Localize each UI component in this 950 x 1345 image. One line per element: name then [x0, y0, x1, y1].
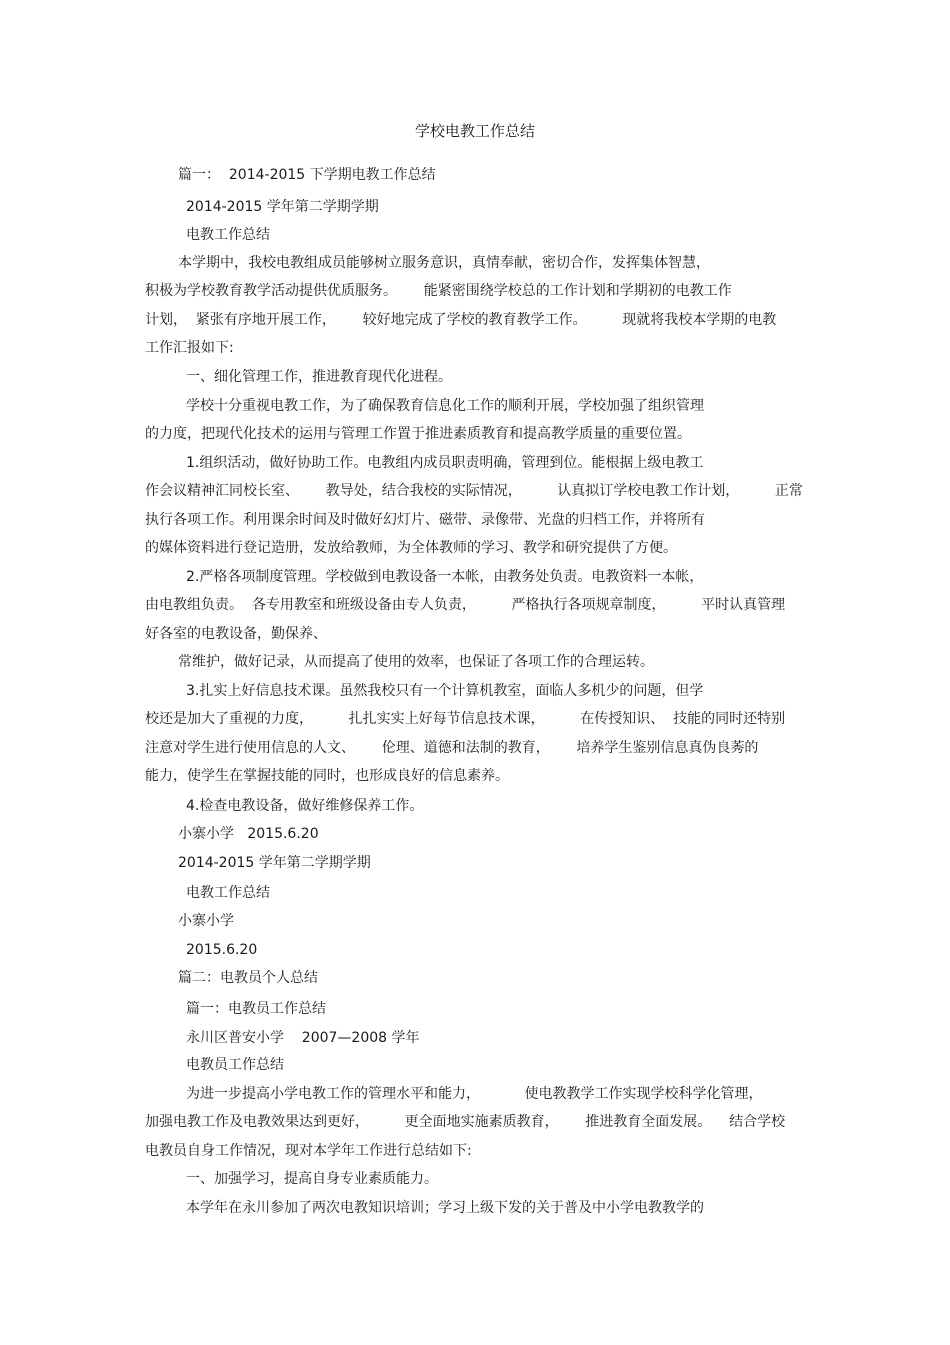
paragraph-line: 的力度，把现代化技术的运用与管理工作置于推进素质教育和提高教学质量的重要位置。	[145, 426, 691, 442]
paragraph-line: 3.扎实上好信息技术课。虽然我校只有一个计算机教室，面临人多机少的问题，但学	[186, 683, 704, 699]
signature-line: 小寨小学	[178, 913, 234, 929]
paragraph-line: 电教员自身工作情况，现对本学年工作进行总结如下:	[145, 1143, 472, 1159]
sub-heading: 篇一：电教员工作总结	[186, 1001, 326, 1017]
document-title: 学校电教工作总结	[414, 122, 535, 140]
paragraph-line: 加强电教工作及电教效果达到更好， 更全面地实施素质教育， 推进教育全面发展。 结合学校	[145, 1114, 786, 1130]
paragraph-line: 为进一步提高小学电教工作的管理水平和能力， 使电教教学工作实现学校科学化管理，	[186, 1086, 763, 1102]
paragraph-line: 校还是加大了重视的力度， 扎扎实实上好每节信息技术课， 在传授知识、 技能的同时还特别	[145, 711, 786, 727]
paragraph-line: 本学期中，我校电教组成员能够树立服务意识，真情奉献，密切合作，发挥集体智慧，	[178, 255, 710, 271]
date-line: 2015.6.20	[186, 942, 258, 958]
paragraph-line: 常维护，做好记录，从而提高了使用的效率，也保证了各项工作的合理运转。	[178, 654, 654, 670]
section-heading: 一、加强学习，提高自身专业素质能力。	[186, 1171, 438, 1187]
paragraph-line: 4.检查电教设备，做好维修保养工作。	[186, 798, 424, 814]
paragraph-line: 由电教组负责。 各专用教室和班级设备由专人负责， 严格执行各项规章制度， 平时认真管理	[145, 597, 786, 613]
paragraph-line: 作会议精神汇同校长室、 教导处，结合我校的实际情况， 认真拟订学校电教工作计划， 正常	[145, 483, 803, 499]
section-heading: 篇二：电教员个人总结	[178, 970, 318, 986]
sub-heading: 电教员工作总结	[186, 1057, 284, 1073]
paragraph-line: 执行各项工作。利用课余时间及时做好幻灯片、磁带、录像带、光盘的归档工作，并将所有	[145, 512, 705, 528]
paragraph-line: 计划， 紧张有序地开展工作， 较好地完成了学校的教育教学工作。 现就将我校本学期的电教	[145, 312, 777, 328]
sub-heading: 电教工作总结	[186, 227, 270, 243]
paragraph-line: 好各室的电教设备，勤保养、	[145, 626, 327, 642]
paragraph-line: 2.严格各项制度管理。学校做到电教设备一本帐，由教务处负责。电教资料一本帐，	[186, 569, 704, 585]
paragraph-line: 本学年在永川参加了两次电教知识培训；学习上级下发的关于普及中小学电教教学的	[186, 1200, 704, 1216]
section-heading: 篇一： 2014-2015 下学期电教工作总结	[178, 167, 436, 183]
paragraph-line: 注意对学生进行使用信息的人文、 伦理、道德和法制的教育， 培养学生鉴别信息真伪良莠的	[145, 740, 759, 756]
paragraph-line: 工作汇报如下:	[145, 340, 234, 356]
signature-line: 小寨小学 2015.6.20	[178, 826, 319, 842]
section-heading: 一、细化管理工作，推进教育现代化进程。	[186, 369, 452, 385]
paragraph-line: 的媒体资料进行登记造册，发放给教师，为全体教师的学习、教学和研究提供了方便。	[145, 540, 677, 556]
sub-heading: 电教工作总结	[186, 885, 270, 901]
paragraph-line: 1.组织活动，做好协助工作。电教组内成员职责明确，管理到位。能根据上级电教工	[186, 455, 704, 471]
paragraph-line: 学校十分重视电教工作，为了确保教育信息化工作的顺利开展，学校加强了组织管理	[186, 398, 704, 414]
sub-heading: 2014-2015 学年第二学期学期	[178, 855, 371, 871]
paragraph-line: 能力，使学生在掌握技能的同时，也形成良好的信息素养。	[145, 768, 509, 784]
sub-heading: 2014-2015 学年第二学期学期	[186, 199, 379, 215]
sub-heading: 永川区普安小学 2007—2008 学年	[186, 1030, 420, 1046]
paragraph-line: 积极为学校教育教学活动提供优质服务。 能紧密围绕学校总的工作计划和学期初的电教工作	[145, 283, 732, 299]
